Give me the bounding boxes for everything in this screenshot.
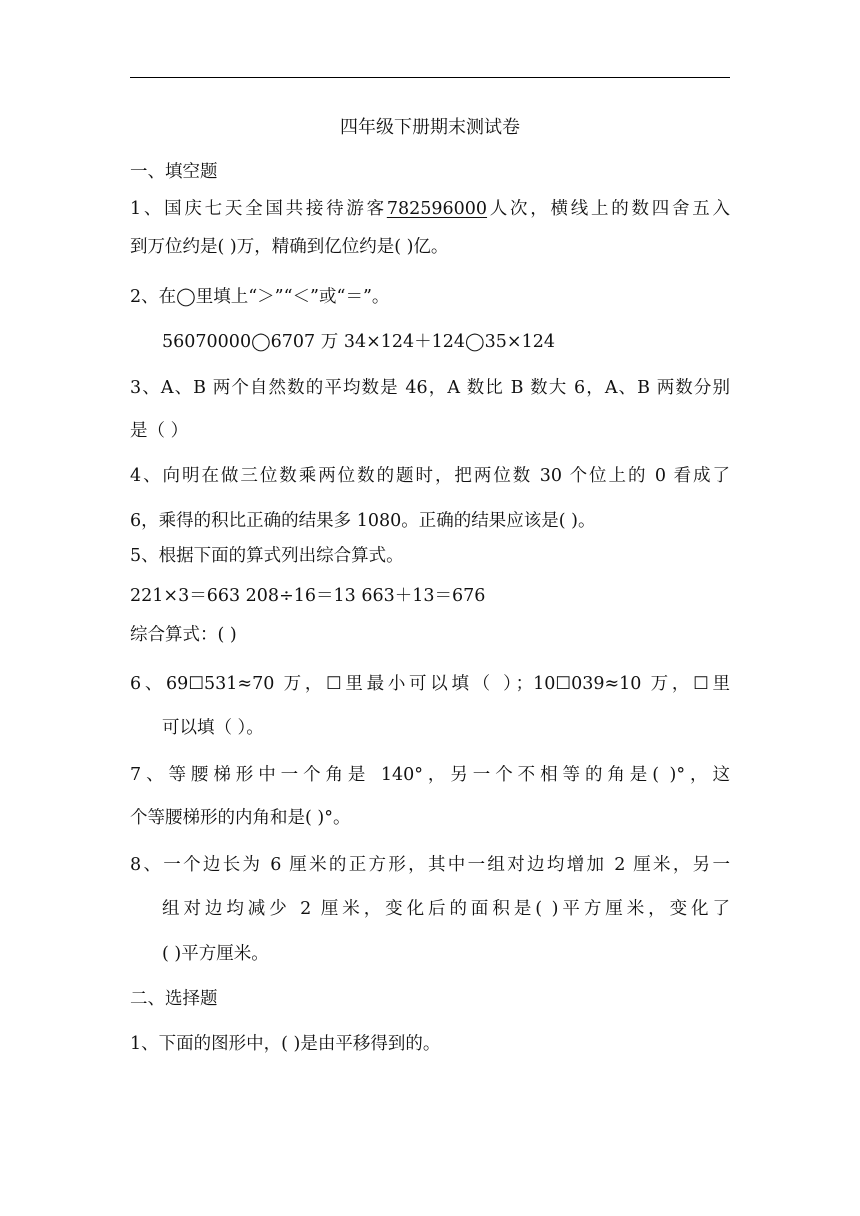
header-rule	[130, 77, 730, 78]
question-3-line-2: 是（ ）	[130, 421, 189, 441]
question-8-line-3: ( )平方厘米。	[162, 944, 269, 964]
question-7-line-2: 个等腰梯形的内角和是( )°。	[130, 808, 351, 828]
question-7-line-1: 7、等腰梯形中一个角是 140°，另一个不相等的角是( )°，这	[130, 765, 730, 785]
question-8-line-2: 组对边均减少 2 厘米，变化后的面积是( )平方厘米，变化了	[162, 899, 730, 919]
question-1-text-pre: 1、国庆七天全国共接待游客	[130, 199, 387, 219]
choice-question-1-line-1: 1、下面的图形中，( )是由平移得到的。	[130, 1034, 441, 1054]
question-8-line-1: 8、一个边长为 6 厘米的正方形，其中一组对边均增加 2 厘米，另一	[130, 855, 730, 875]
section-heading-multiple-choice: 二、选择题	[130, 989, 218, 1009]
question-5-line-3: 综合算式：( )	[130, 625, 237, 645]
question-6-line-2: 可以填（ ）。	[162, 718, 264, 738]
question-4-line-2: 6，乘得的积比正确的结果多 1080。正确的结果应该是( )。	[130, 511, 596, 531]
question-1-underlined-number: 782596000	[386, 199, 488, 219]
question-3-line-1: 3、A、B 两个自然数的平均数是 46，A 数比 B 数大 6，A、B 两数分别	[130, 378, 730, 398]
question-4-line-1: 4、向明在做三位数乘两位数的题时，把两位数 30 个位上的 0 看成了	[130, 466, 730, 486]
question-5-line-1: 5、根据下面的算式列出综合算式。	[130, 546, 404, 566]
section-heading-fill-blank: 一、填空题	[130, 162, 218, 182]
question-1-line-1	[130, 197, 730, 221]
question-1-text-post: 人次，横线上的数四舍五入	[487, 199, 730, 219]
page-title: 四年级下册期末测试卷	[340, 117, 520, 138]
question-1-line-2: 到万位约是( )万，精确到亿位约是( )亿。	[130, 237, 449, 257]
question-2-line-2: 56070000◯6707 万 34×124＋124◯35×124	[162, 332, 555, 352]
question-6-line-1: 6、69☐531≈70 万，☐里最小可以填（ ）；10☐039≈10 万，☐里	[130, 674, 730, 694]
question-5-line-2: 221×3＝663 208÷16＝13 663＋13＝676	[130, 586, 486, 606]
question-2-line-1: 2、在◯里填上“＞”“＜”或“＝”。	[130, 287, 390, 307]
